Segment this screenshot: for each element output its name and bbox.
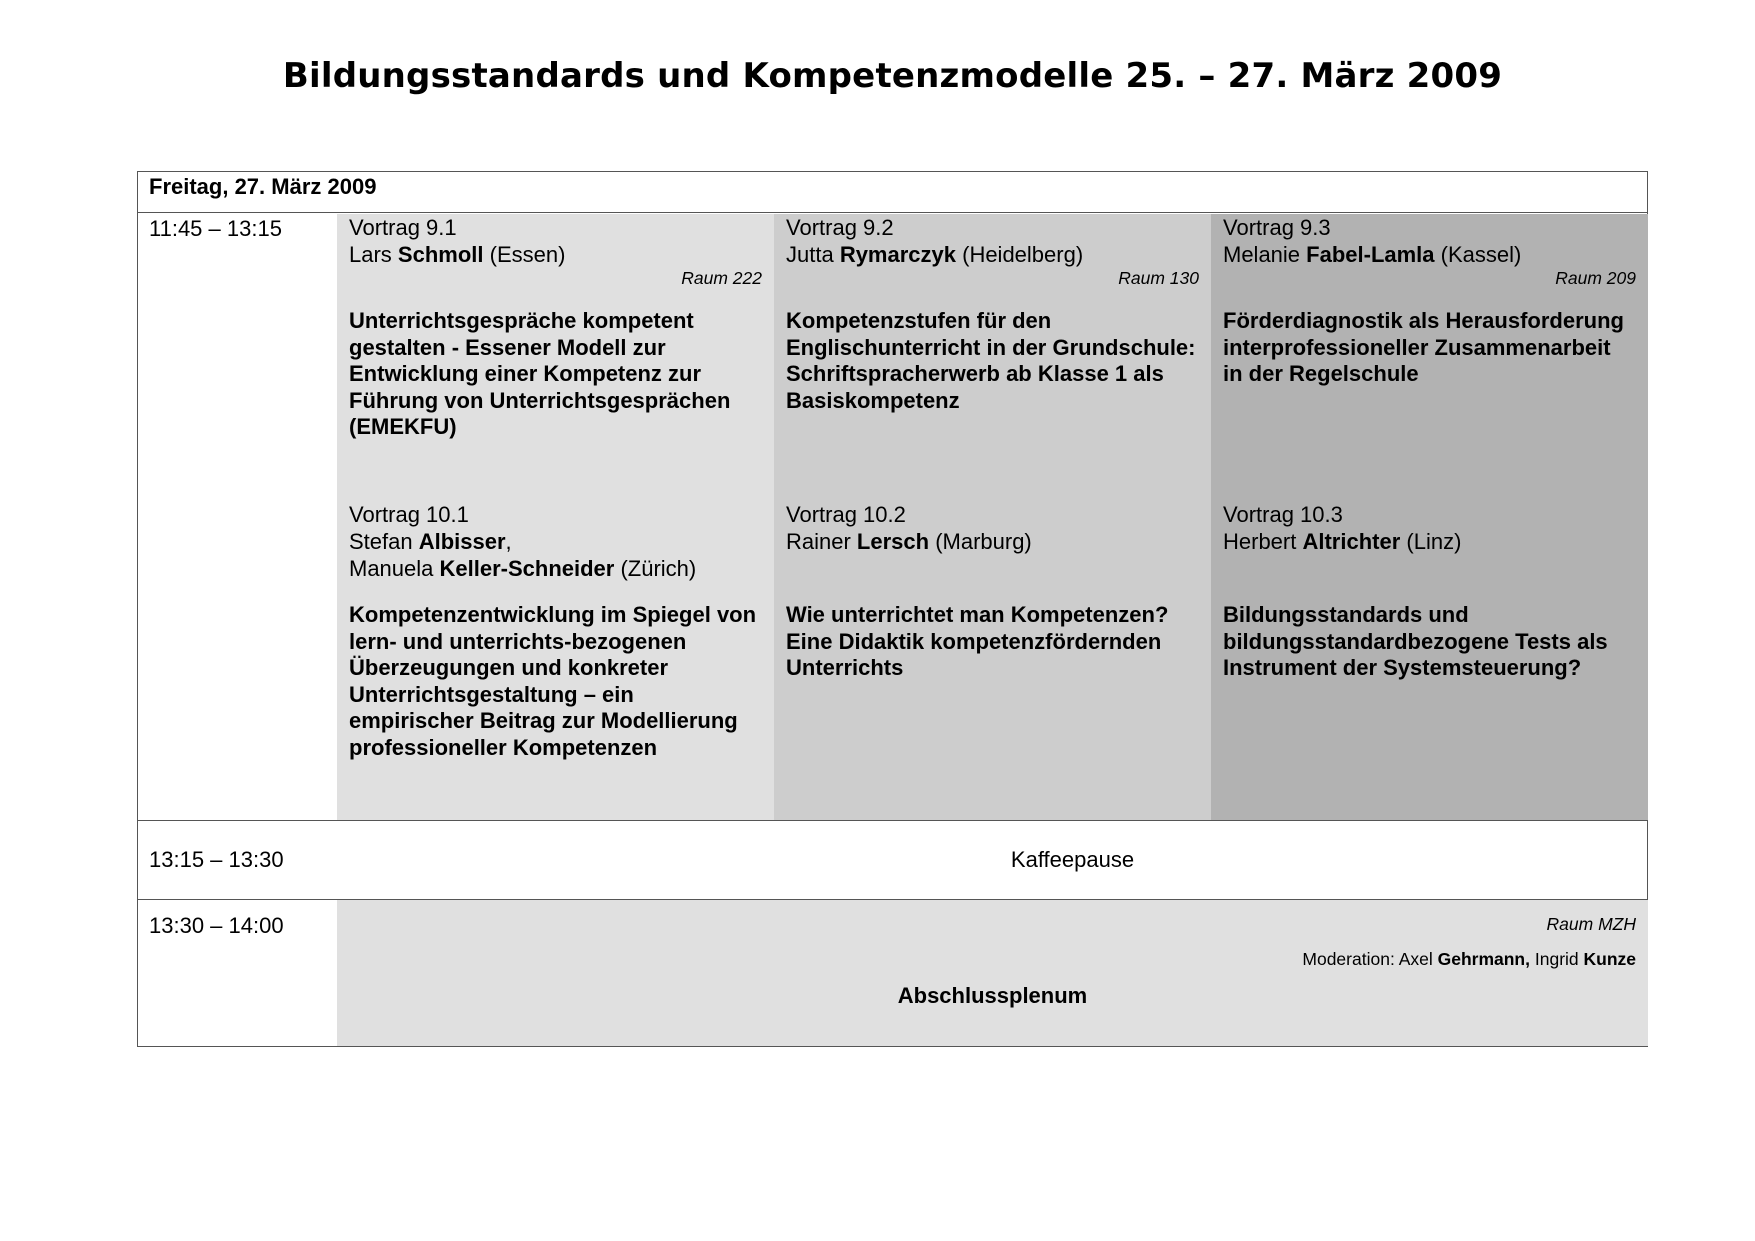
room-column-1	[337, 214, 774, 820]
speaker: Stefan Albisser,	[349, 529, 512, 554]
speaker: Jutta Rymarczyk (Heidelberg)	[786, 242, 1084, 267]
speaker: Melanie Fabel-Lamla (Kassel)	[1223, 242, 1522, 267]
talk-label: Vortrag 10.2	[786, 502, 906, 527]
talk-title: Kompetenzentwicklung im Spiegel von lern- und unterrichts-bezogenen Überzeugungen und konkreter Unterrichtsgestaltung – ein empirischer Beitrag zur Modellierung professioneller Kompetenzen	[349, 602, 757, 760]
time-slot-3: 13:30 – 14:00	[149, 913, 284, 938]
room-column-3	[1211, 214, 1648, 820]
page-title: Bildungsstandards und Kompetenzmodelle 25. – 27. März 2009	[282, 56, 1503, 96]
talk-9-2	[786, 214, 1199, 414]
talk-title: Kompetenzstufen für den Englischunterricht in der Grundschule: Schriftspracherwerb ab Klasse 1 als Basiskompetenz	[786, 308, 1196, 413]
talk-9-1	[349, 214, 762, 441]
talk-title: Förderdiagnostik als Herausforderung interprofessioneller Zusammenarbeit in der Regelschule	[1223, 308, 1624, 386]
speaker: Herbert Altrichter (Linz)	[1223, 529, 1462, 554]
coffee-break: Kaffeepause	[1010, 847, 1135, 872]
day-header: Freitag, 27. März 2009	[149, 174, 377, 199]
plenum-title: Abschlussplenum	[897, 983, 1088, 1008]
speaker: Lars Schmoll (Essen)	[349, 242, 566, 267]
closing-plenum-cell	[337, 900, 1648, 1046]
time-slot-1: 11:45 – 13:15	[149, 216, 282, 241]
talk-label: Vortrag 10.3	[1223, 502, 1343, 527]
talk-title: Wie unterrichtet man Kompetenzen? Eine Didaktik kompetenzfördernden Unterrichts	[786, 602, 1169, 680]
speaker: Rainer Lersch (Marburg)	[786, 529, 1032, 554]
moderation: Moderation: Axel Gehrmann, Ingrid Kunze	[1302, 949, 1636, 969]
room-column-2	[774, 214, 1211, 820]
room-label: Raum MZH	[1546, 914, 1636, 934]
room-label: Raum 209	[1555, 268, 1636, 288]
talk-10-1	[349, 501, 762, 761]
talk-label: Vortrag 9.1	[349, 215, 457, 240]
talk-label: Vortrag 9.3	[1223, 215, 1331, 240]
row-divider	[138, 212, 1647, 213]
talk-label: Vortrag 10.1	[349, 502, 469, 527]
room-label: Raum 222	[681, 268, 762, 288]
talk-title: Bildungsstandards und bildungsstandardbezogene Tests als Instrument der Systemsteuerung?	[1223, 602, 1608, 680]
talk-10-2	[786, 501, 1199, 682]
talk-title: Unterrichtsgespräche kompetent gestalten - Essener Modell zur Entwicklung einer Kompetenz zur Führung von Unterrichtsgesprächen (EMEKFU)	[349, 308, 731, 439]
talk-9-3	[1223, 214, 1636, 388]
time-slot-2: 13:15 – 13:30	[149, 847, 284, 872]
room-label: Raum 130	[1118, 268, 1199, 288]
talk-label: Vortrag 9.2	[786, 215, 894, 240]
speaker-2: Manuela Keller-Schneider (Zürich)	[349, 556, 697, 581]
schedule-table	[137, 171, 1648, 1047]
row-divider	[138, 820, 1647, 821]
talk-10-3	[1223, 501, 1636, 682]
